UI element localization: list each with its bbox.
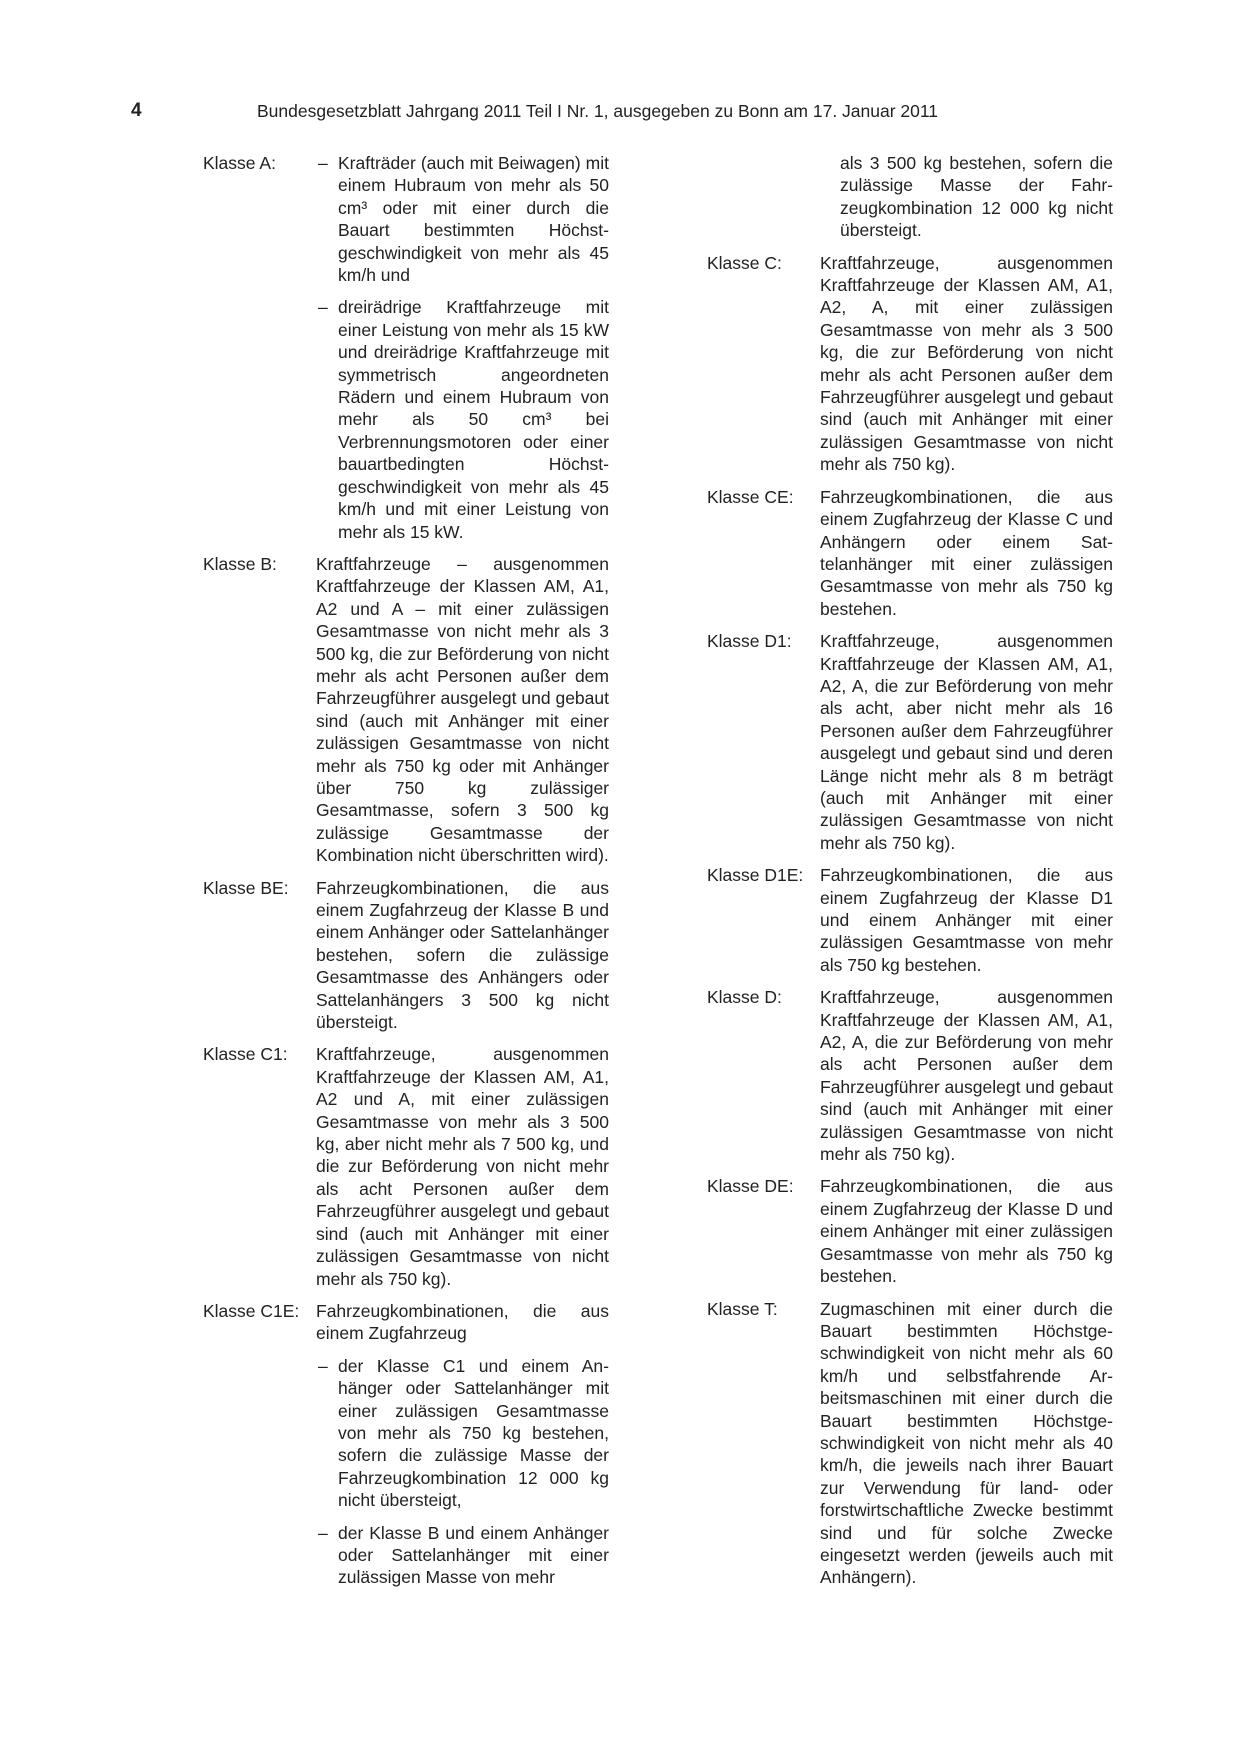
list-item-text: Krafträder (auch mit Beiwagen) mit einem Hubraum von mehr als 50 cm³ oder mit einer durch die Bauart bestimmten Höchstgeschwindigkeit von mehr als 45 km/h und <box>338 153 609 286</box>
entry-label: Klasse B: <box>203 553 277 574</box>
entry-body <box>316 1300 609 1589</box>
entry-text: Kraftfahrzeuge, ausgenommen Kraftfahrzeuge der Klassen AM, A1, A2 und A, mit einer zulässigen Gesamtmasse von mehr als 3 500 kg, aber nicht mehr als 7 500 kg, und die zur Beförderung von nicht mehr als acht Personen außer dem Fahrzeugführer ausgelegt und gebaut sind (auch mit Anhänger mit einer zulässigen Gesamtmasse von nicht mehr als 750 kg). <box>316 1044 609 1289</box>
dash-marker: – <box>318 1355 328 1376</box>
right-column <box>707 152 1113 1599</box>
entry-klasse-d1e <box>707 864 1113 976</box>
entry-body <box>820 252 1113 476</box>
entry-label: Klasse DE: <box>707 1176 794 1197</box>
entry-label: Klasse D1: <box>707 631 792 652</box>
entry-body <box>820 1175 1113 1287</box>
running-head: Bundesgesetzblatt Jahrgang 2011 Teil I Nr. 1, ausgegeben zu Bonn am 17. Januar 2011 <box>257 101 939 121</box>
entry-klasse-a <box>203 152 609 543</box>
list-item <box>316 296 609 542</box>
page-header <box>131 100 991 124</box>
entry-body <box>820 864 1113 976</box>
entry-body <box>316 1043 609 1289</box>
entry-klasse-c <box>707 252 1113 476</box>
entry-klasse-d1 <box>707 630 1113 854</box>
entry-text: Fahrzeugkombinationen, die aus einem Zugfahrzeug der Klasse D und einem Anhänger mit einer zulässigen Gesamtmasse von mehr als 750 kg bestehen. <box>820 1176 1113 1287</box>
dash-marker: – <box>318 297 328 318</box>
entry-text: Fahrzeugkombinationen, die aus einem Zugfahrzeug der Klasse D1 und einem Anhänger mit einer zulässigen Gesamtmasse von mehr als 750 kg bestehen. <box>820 865 1113 975</box>
dash-marker: – <box>318 1522 328 1543</box>
list-item <box>316 1522 609 1589</box>
entry-label: Klasse C1: <box>203 1044 288 1065</box>
entry-body <box>820 486 1113 620</box>
entry-klasse-c1 <box>203 1043 609 1289</box>
list-item-text: der Klasse C1 und einem Anhänger oder Sattelanhänger mit einer zulässigen Gesamtmasse von mehr als 750 kg bestehen, sofern die zulässige Masse der Fahrzeugkombination 12 000 kg nicht übersteigt, <box>338 1355 609 1511</box>
entry-klasse-c1e <box>203 1300 609 1589</box>
entry-klasse-be <box>203 877 609 1034</box>
entry-label: Klasse D: <box>707 987 782 1008</box>
c1e-continuation <box>707 152 1113 242</box>
entry-label: Klasse BE: <box>203 877 289 898</box>
entry-body <box>820 986 1113 1165</box>
dash-marker: – <box>318 153 328 173</box>
entry-label: Klasse C1E: <box>203 1300 300 1321</box>
entry-body <box>820 1298 1113 1589</box>
entry-text: Kraftfahrzeuge, ausgenommen Kraftfahrzeuge der Klassen AM, A1, A2, A, die zur Beförderung von mehr als acht, aber nicht mehr als 16 Personen außer dem Fahrzeugführer ausgelegt und gebaut sind und deren Länge nicht mehr als 8 m beträgt (auch mit Anhänger mit einer zulässigen Gesamtmasse von nicht mehr als 750 kg). <box>820 631 1113 853</box>
entry-text: Kraftfahrzeuge, ausgenommen Kraftfahrzeuge der Klassen AM, A1, A2, A, mit einer zulässigen Gesamtmasse von mehr als 3 500 kg, die zur Beförderung von nicht mehr als acht Personen außer dem Fahrzeugführer ausgelegt und gebaut sind (auch mit Anhänger mit einer zulässigen Gesamtmasse von nicht mehr als 750 kg). <box>820 252 1113 475</box>
entry-intro: Fahrzeugkombinationen, die aus einem Zugfahrzeug <box>316 1300 609 1344</box>
entry-label: Klasse A: <box>203 153 276 173</box>
list-item-text: der Klasse B und einem Anhänger oder Sattelanhänger mit einer zulässigen Masse von mehr <box>338 1522 609 1588</box>
list-item <box>316 152 609 286</box>
left-column <box>203 152 609 1599</box>
page-number: 4 <box>131 100 142 121</box>
entry-text: Kraftfahrzeuge, ausgenommen Kraftfahrzeuge der Klassen AM, A1, A2, A, die zur Beförderung von mehr als acht Personen außer dem Fahrzeugführer ausgelegt und gebaut sind (auch mit Anhänger mit einer zulässigen Gesamtmasse von nicht mehr als 750 kg). <box>820 987 1113 1165</box>
entry-label: Klasse D1E: <box>707 865 804 886</box>
entry-body <box>820 630 1113 854</box>
entry-body <box>316 553 609 867</box>
list-item <box>316 1355 609 1512</box>
entry-label: Klasse C: <box>707 252 782 273</box>
entry-text: Fahrzeugkombinationen, die aus einem Zugfahrzeug der Klasse B und einem Anhänger oder Sattelanhänger bestehen, sofern die zulässige Gesamtmasse des Anhängers oder Sattelanhängers 3 500 kg nicht übersteigt. <box>316 877 609 1033</box>
entry-body <box>316 152 609 543</box>
entry-text: Zugmaschinen mit einer durch die Bauart bestimmten Höchstgeschwindigkeit von nicht mehr als 60 km/h und selbstfahrende Arbeitsmaschinen mit einer durch die Bauart bestimmten Höchstgeschwindigkeit von nicht mehr als 40 km/h, die jeweils nach ihrer Bauart zur Verwendung für land- oder forstwirtschaftliche Zwecke bestimmt sind und für solche Zwecke eingesetzt werden (jeweils auch mit Anhängern). <box>820 1298 1113 1588</box>
entry-klasse-b <box>203 553 609 867</box>
continuation-text: als 3 500 kg bestehen, sofern die zulässige Masse der Fahrzeugkombination 12 000 kg nicht übersteigt. <box>840 153 1113 241</box>
entry-klasse-d <box>707 986 1113 1165</box>
entry-text: Kraftfahrzeuge – ausgenommen Kraftfahrzeuge der Klassen AM, A1, A2 und A – mit einer zulässigen Gesamtmasse von nicht mehr als 3 500 kg, die zur Beförderung von nicht mehr als acht Personen außer dem Fahrzeugführer ausgelegt und gebaut sind (auch mit Anhänger mit einer zulässigen Gesamtmasse von nicht mehr als 750 kg oder mit Anhänger über 750 kg zulässiger Gesamtmasse, sofern 3 500 kg zulässige Gesamtmasse der Kombination nicht überschritten wird). <box>316 553 609 866</box>
entry-klasse-ce <box>707 486 1113 620</box>
entry-label: Klasse T: <box>707 1298 778 1319</box>
entry-label: Klasse CE: <box>707 486 794 507</box>
entry-text: Fahrzeugkombinationen, die aus einem Zugfahrzeug der Klasse C und Anhängern oder einem Sattelanhänger mit einer zulässigen Gesamtmasse von mehr als 750 kg bestehen. <box>820 486 1113 619</box>
list-item-text: dreirädrige Kraftfahrzeuge mit einer Leistung von mehr als 15 kW und dreirädrige Kraftfahrzeuge mit symmetrisch angeordneten Rädern und einem Hubraum von mehr als 50 cm³ bei Verbrennungsmotoren oder einer bauartbedingten Höchstgeschwindigkeit von mehr als 45 km/h und mit einer Leistung von mehr als 15 kW. <box>338 297 609 542</box>
entry-klasse-de <box>707 1175 1113 1287</box>
entry-klasse-t <box>707 1298 1113 1589</box>
entry-body <box>316 877 609 1034</box>
